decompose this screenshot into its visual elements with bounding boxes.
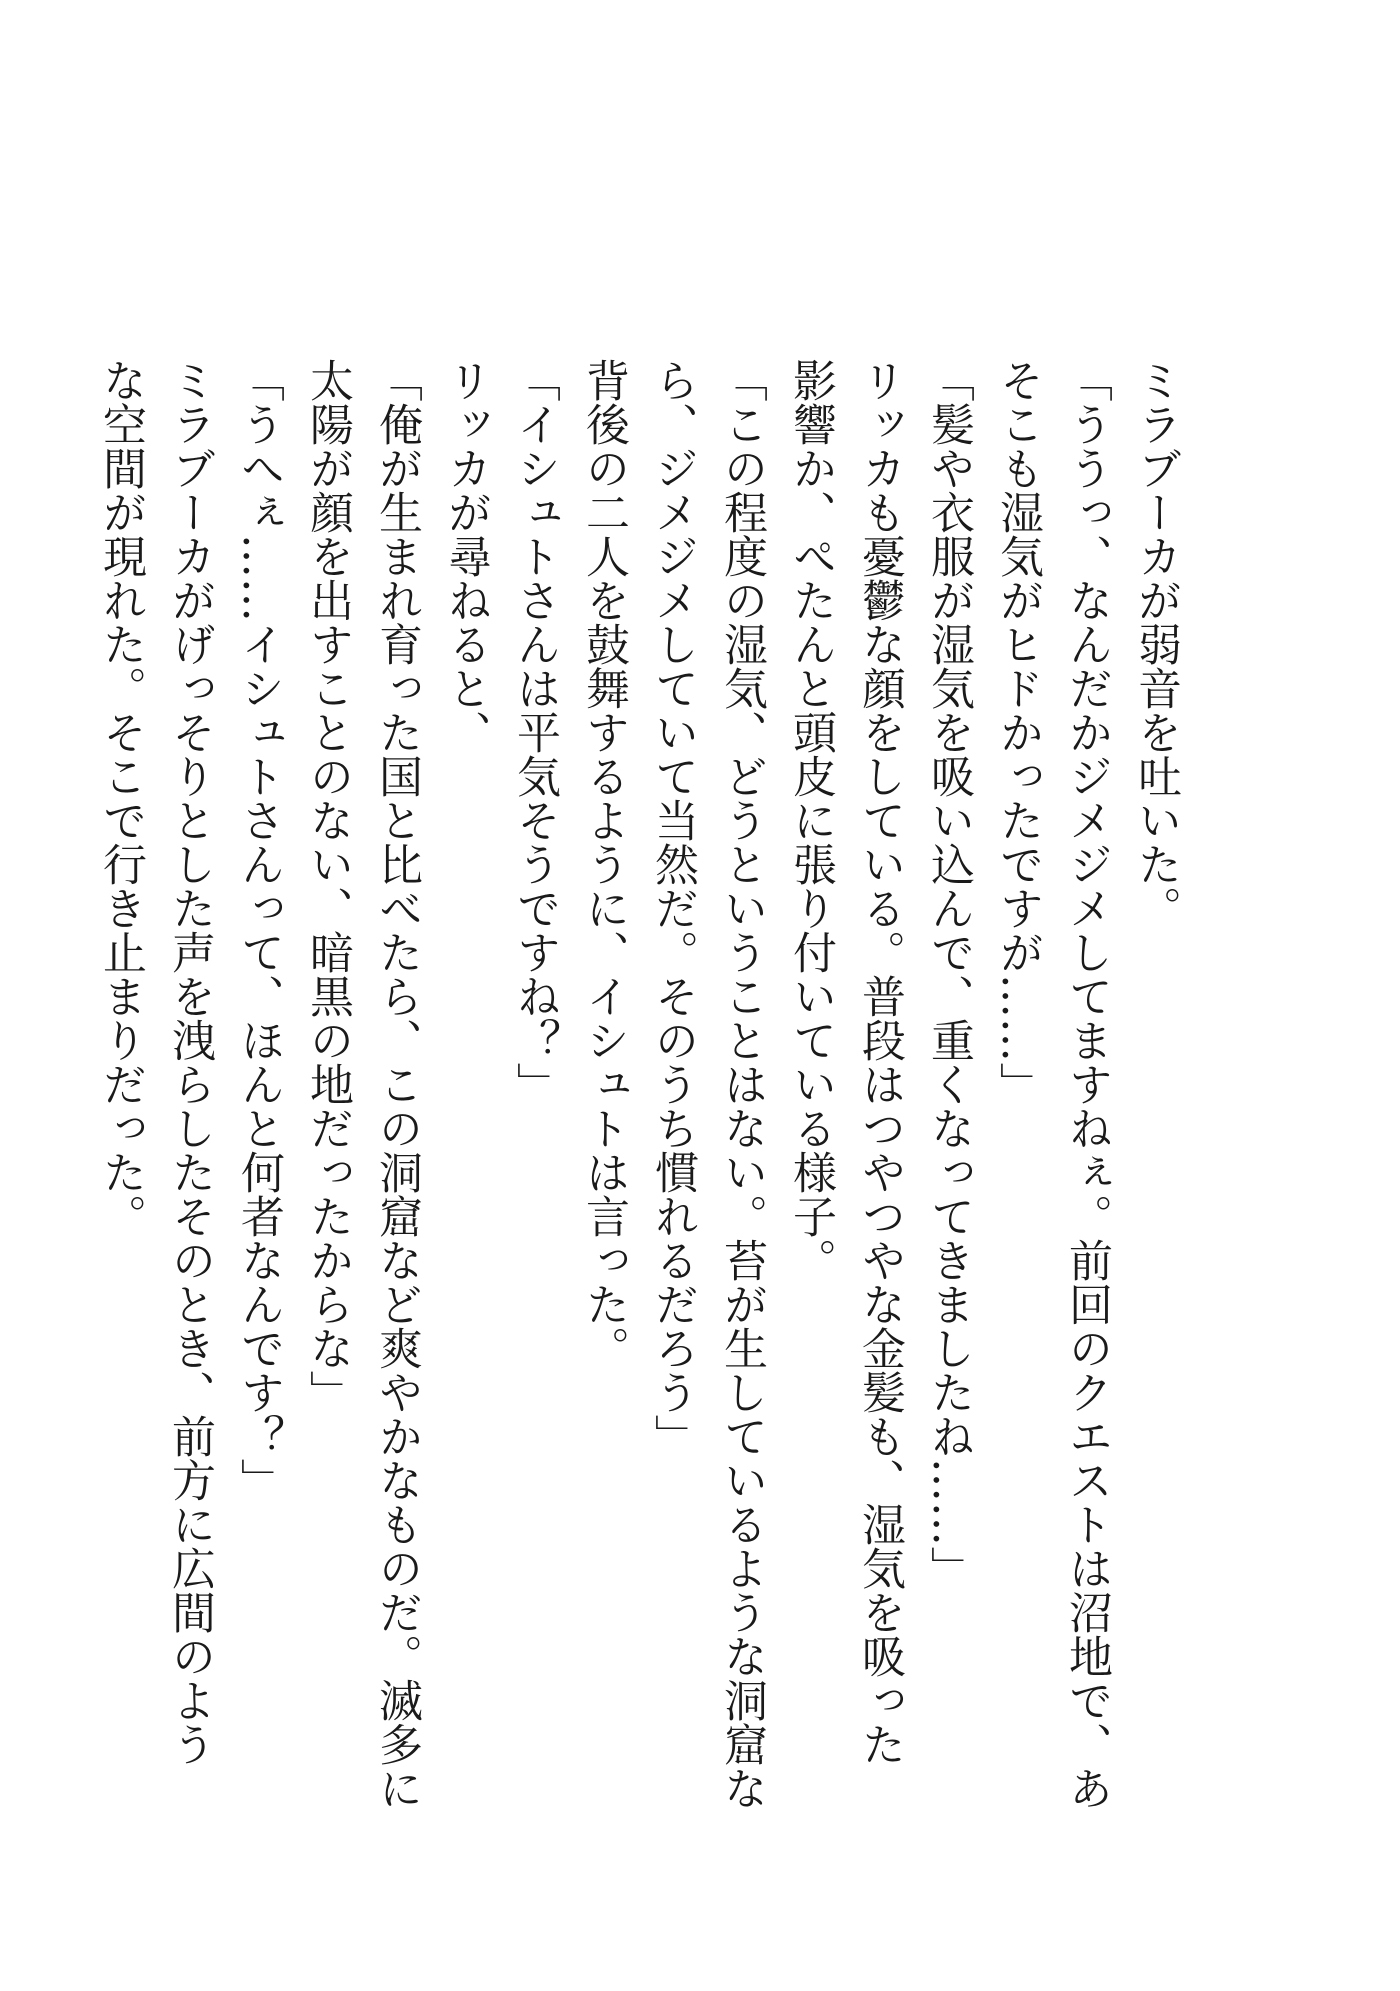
text-line: 「ううっ、なんだかジメジメしてますねぇ。前回のクエストは沼地で、あ (1061, 358, 1112, 1810)
text-line: な空間が現れた。そこで行き止まりだった。 (95, 358, 146, 1238)
text-line: 「この程度の湿気、どうということはない。苔が生しているような洞窟な (716, 358, 767, 1810)
text-line: 「イシュトさんは平気そうですね？」 (509, 358, 560, 1106)
text-line: 影響か、ぺたんと頭皮に張り付いている様子。 (785, 358, 836, 1282)
text-line: リッカも憂鬱な顔をしている。普段はつやつやな金髪も、湿気を吸った (854, 358, 905, 1766)
text-line: そこも湿気がヒドかったですが……」 (992, 358, 1043, 1106)
vertical-text-body (95, 358, 1190, 1810)
text-line: 「髪や衣服が湿気を吸い込んで、重くなってきましたね……」 (923, 358, 974, 1590)
text-line: 「うへぇ……イシュトさんって、ほんと何者なんです？」 (233, 358, 284, 1502)
text-line: 背後の二人を鼓舞するように、イシュトは言った。 (578, 358, 629, 1370)
text-line: ら、ジメジメしていて当然だ。そのうち慣れるだろう」 (647, 358, 698, 1458)
text-line: 太陽が顔を出すことのない、暗黒の地だったからな」 (302, 358, 353, 1414)
text-line: ミラブーカが弱音を吐いた。 (1130, 358, 1181, 930)
text-line: 「俺が生まれ育った国と比べたら、この洞窟など爽やかなものだ。滅多に (371, 358, 422, 1810)
text-line: リッカが尋ねると、 (440, 358, 491, 754)
text-line: ミラブーカがげっそりとした声を洩らしたそのとき、前方に広間のよう (164, 358, 215, 1766)
